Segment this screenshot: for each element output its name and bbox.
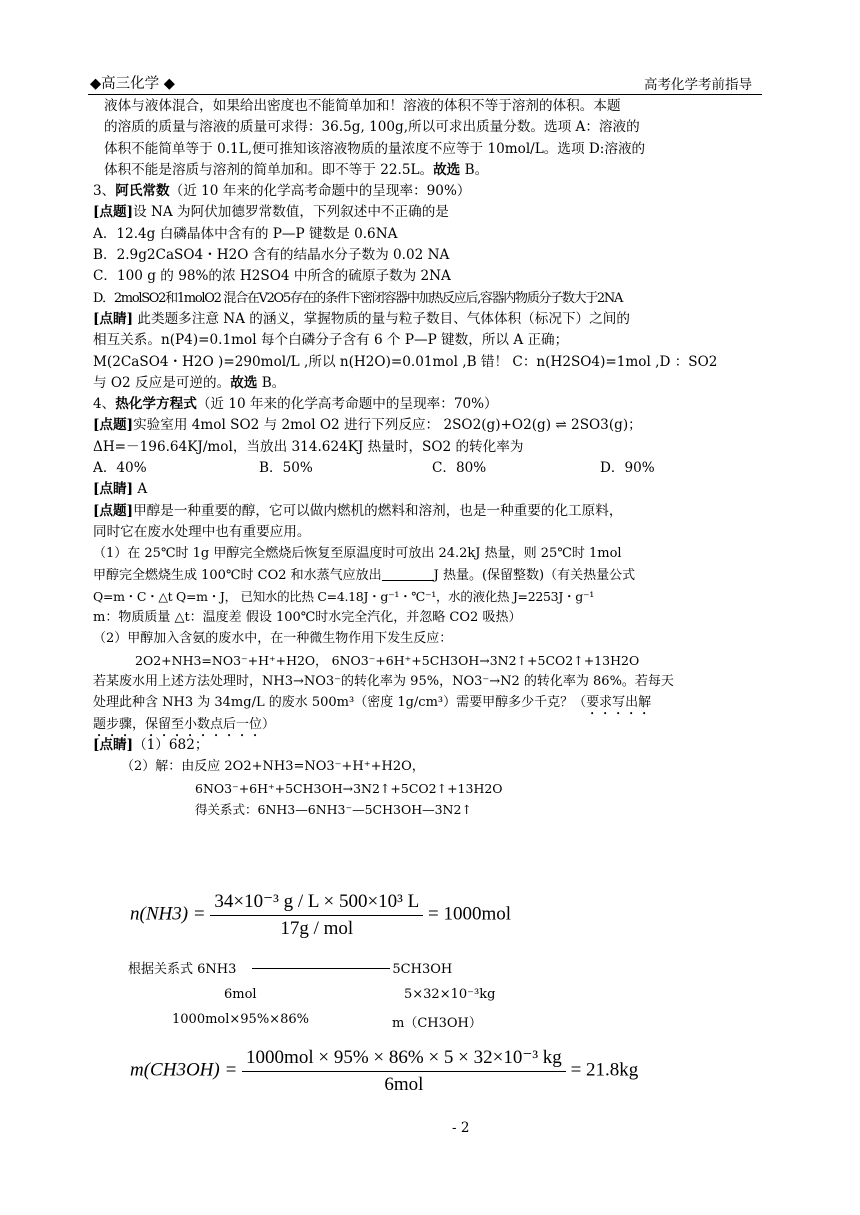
- question-line: 题步骤，保留至小数点后一位）: [93, 716, 276, 732]
- solution-line: （2）解：由反应 2O2+NH3=NO3⁻+H⁺+H2O，: [121, 759, 425, 775]
- fraction: $\frac{\text{34×10⁻³ g / L × 500×10³ L}}{\text{17g / mol}}$: [210, 890, 423, 940]
- section-heading: 3、阿氏常数（近 10 年来的化学高考命题中的呈现率：90%）: [93, 183, 471, 200]
- answer-line: M(2CaSO4・H2O )=290mol/L ,所以 n(H2O)=0.01mol ,B 错！ C：n(H2SO4)=1mol ,D ：SO2: [93, 353, 718, 370]
- page-number: - 2: [452, 1120, 470, 1136]
- text-line: 体积不能是溶质与溶剂的简单加和。即不等于 22.5L。故选 B。: [104, 161, 489, 178]
- question-line: ΔH=－196.64KJ/mol，当放出 314.624KJ 热量时，SO2 的转化率为: [93, 438, 524, 455]
- reaction-equation: 2O2+NH3=NO3⁻+H⁺+H2O， 6NO3⁻+6H⁺+5CH3OH→3N2↑+5CO2↑+13H2O: [135, 652, 640, 668]
- option-b: B．50%: [259, 460, 313, 477]
- answer-line: [点睛] 此类题多注意 NA 的涵义，掌握物质的量与粒子数目、气体体积（标况下）之间的: [93, 310, 630, 327]
- solution-line: 6NO3⁻+6H⁺+5CH3OH→3N2↑+5CO2↑+13H2O: [195, 780, 503, 796]
- section-heading: 4、热化学方程式（近 10 年来的化学高考命题中的呈现率：70%）: [93, 396, 498, 413]
- answer-tag: [点睛]: [93, 310, 134, 327]
- question-line: （1）在 25℃时 1g 甲醇完全燃烧后恢复至原温度时可放出 24.2kJ 热量，则 25℃时 1mol: [93, 546, 622, 562]
- relation-value: 1000mol×95%×86%: [172, 1012, 309, 1027]
- document-body: [93, 96, 773, 820]
- question-line: 处理此种含 NH3 为 34mg/L 的废水 500m³（密度 1g/cm³）需要甲醇多少千克？（要求写出解: [93, 695, 652, 711]
- option-c: C．100 g 的 98%的浓 H2SO4 中所含的硫原子数为 2NA: [93, 268, 451, 285]
- text-line: 的溶质的质量与溶液的质量可求得：36.5g, 100g,所以可求出质量分数。选项 A：溶液的: [104, 119, 640, 136]
- options-row: [93, 458, 773, 479]
- conclusion-label: 故选: [433, 161, 461, 178]
- option-d: D．2molSO2和1molO2 混合在V2O5存在的条件下密闭容器中加热反应后,容器内物质分子数大于2NA: [93, 290, 623, 306]
- answer-line: 与 O2 反应是可逆的。故选 B。: [93, 374, 286, 391]
- question-line: [点题]实验室用 4mol SO2 与 2mol O2 进行下列反应： 2SO2(g)+O2(g) ⇌ 2SO3(g)；: [93, 417, 642, 434]
- answer-tag: [点睛]: [93, 481, 134, 498]
- question-line: Q=m・C・△t Q=m・J， 已知水的比热 C=4.18J・g⁻¹・℃⁻¹，水的液化热 J=2253J・g⁻¹: [93, 588, 594, 604]
- relation-arrow: [252, 968, 390, 969]
- answer-blank: [382, 566, 434, 581]
- relation-value: 6mol: [224, 987, 257, 1002]
- answer-line: 相互关系。n(P4)=0.1mol 每个白磷分子含有 6 个 P—P 键数，所以 A 正确；: [93, 332, 569, 349]
- question-line: （2）甲醇加入含氨的废水中，在一种微生物作用下发生反应：: [93, 631, 453, 647]
- option-d: D．90%: [600, 460, 655, 477]
- answer-line: [点睛] A: [93, 481, 148, 498]
- question-tag: [点题]: [93, 204, 134, 221]
- question-line: m：物质质量 △t：温度差 假设 100℃时水完全汽化，并忽略 CO2 吸热）: [93, 610, 522, 626]
- question-tag: [点题]: [93, 417, 134, 434]
- option-b: B．2.9g2CaSO4・H2O 含有的结晶水分子数为 0.02 NA: [93, 247, 450, 264]
- equation-n-nh3: n(NH3) = $\frac{\text{34×10⁻³ g / L × 500×10³ L}}{\text{17g / mol}}$ = 1000mol: [130, 891, 512, 939]
- answer-tag: [点睛]: [93, 736, 134, 753]
- question-line: 若某废水用上述方法处理时，NH3→NO3⁻的转化率为 95%，NO3⁻→N2 的转化率为 86%。若每天: [93, 674, 674, 690]
- header-right: 高考化学考前指导: [644, 77, 752, 93]
- option-a: A．40%: [93, 460, 147, 477]
- question-line: 同时它在废水处理中也有重要应用。: [93, 523, 311, 540]
- page-header: [88, 72, 762, 95]
- relation-value: m（CH3OH）: [392, 1016, 482, 1031]
- question-line: [点题]甲醇是一种重要的醇，它可以做内燃机的燃料和溶剂，也是一种重要的化工原料，: [93, 502, 623, 519]
- option-c: C．80%: [432, 460, 487, 477]
- question-line: [点题]设 NA 为阿伏加德罗常数值，下列叙述中不正确的是: [93, 204, 449, 221]
- text-line: 体积不能简单等于 0.1L,便可推知该溶液物质的量浓度不应等于 10mol/L。选项 D:溶液的: [104, 140, 646, 157]
- question-tag: [点题]: [93, 502, 134, 519]
- solution-line: 得关系式：6NH3—6NH3⁻—5CH3OH—3N2↑: [195, 801, 472, 817]
- relation-row: 根据关系式 6NH3 5CH3OH: [128, 962, 453, 977]
- question-line: 甲醇完全燃烧生成 100℃时 CO2 和水蒸气应放出 J 热量。(保留整数)（有关热量公式: [93, 567, 636, 583]
- header-left: ◆高三化学 ◆: [90, 76, 175, 92]
- option-a: A．12.4g 白磷晶体中含有的 P—P 键数是 0.6NA: [93, 225, 398, 242]
- fraction: $\frac{\text{1000mol × 95\% × 86\% × 5 × 32×10⁻³ kg}}{\text{6mol}}$: [242, 1046, 566, 1096]
- answer-line: [点睛]（1）682；: [93, 736, 209, 753]
- text-line: 液体与液体混合，如果给出密度也不能简单加和！溶液的体积不等于溶剂的体积。本题: [104, 98, 621, 114]
- equation-m-ch3oh: m(CH3OH) = $\frac{\text{1000mol × 95\% × 86\% × 5 × 32×10⁻³ kg}}{\text{6mol}}$ = 21.8kg: [130, 1047, 639, 1095]
- relation-value: 5×32×10⁻³kg: [404, 987, 496, 1002]
